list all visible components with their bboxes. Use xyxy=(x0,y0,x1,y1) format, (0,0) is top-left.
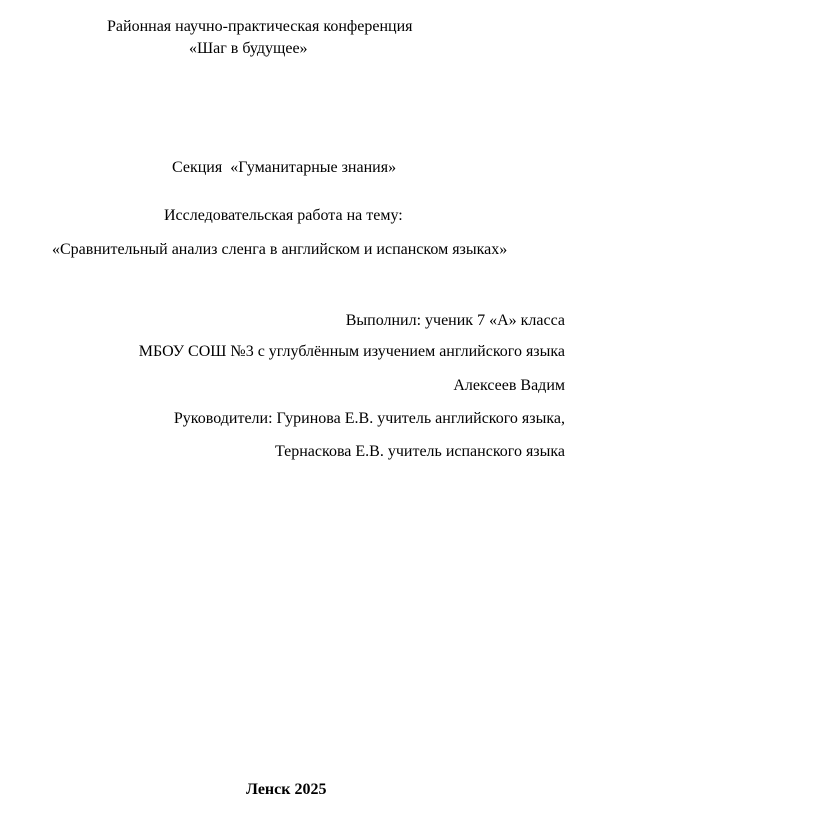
work-title: «Сравнительный анализ сленга в английском и испанском языках» xyxy=(52,241,508,258)
supervisor-line-2: Тернаскова Е.В. учитель испанского языка xyxy=(274,443,565,460)
author-class: Выполнил: ученик 7 «А» класса xyxy=(345,312,565,329)
place-year: Ленск 2025 xyxy=(246,781,327,798)
conference-name: «Шаг в будущее» xyxy=(189,40,308,57)
conference-title: Районная научно-практическая конференция xyxy=(107,18,413,35)
supervisor-line-1: Руководители: Гуринова Е.В. учитель английского языка, xyxy=(173,410,565,427)
author-name: Алексеев Вадим xyxy=(453,377,565,394)
section-title: Секция «Гуманитарные знания» xyxy=(172,159,397,176)
author-school: МБОУ СОШ №3 с углублённым изучением английского языка xyxy=(138,343,565,360)
work-label: Исследовательская работа на тему: xyxy=(164,207,403,224)
